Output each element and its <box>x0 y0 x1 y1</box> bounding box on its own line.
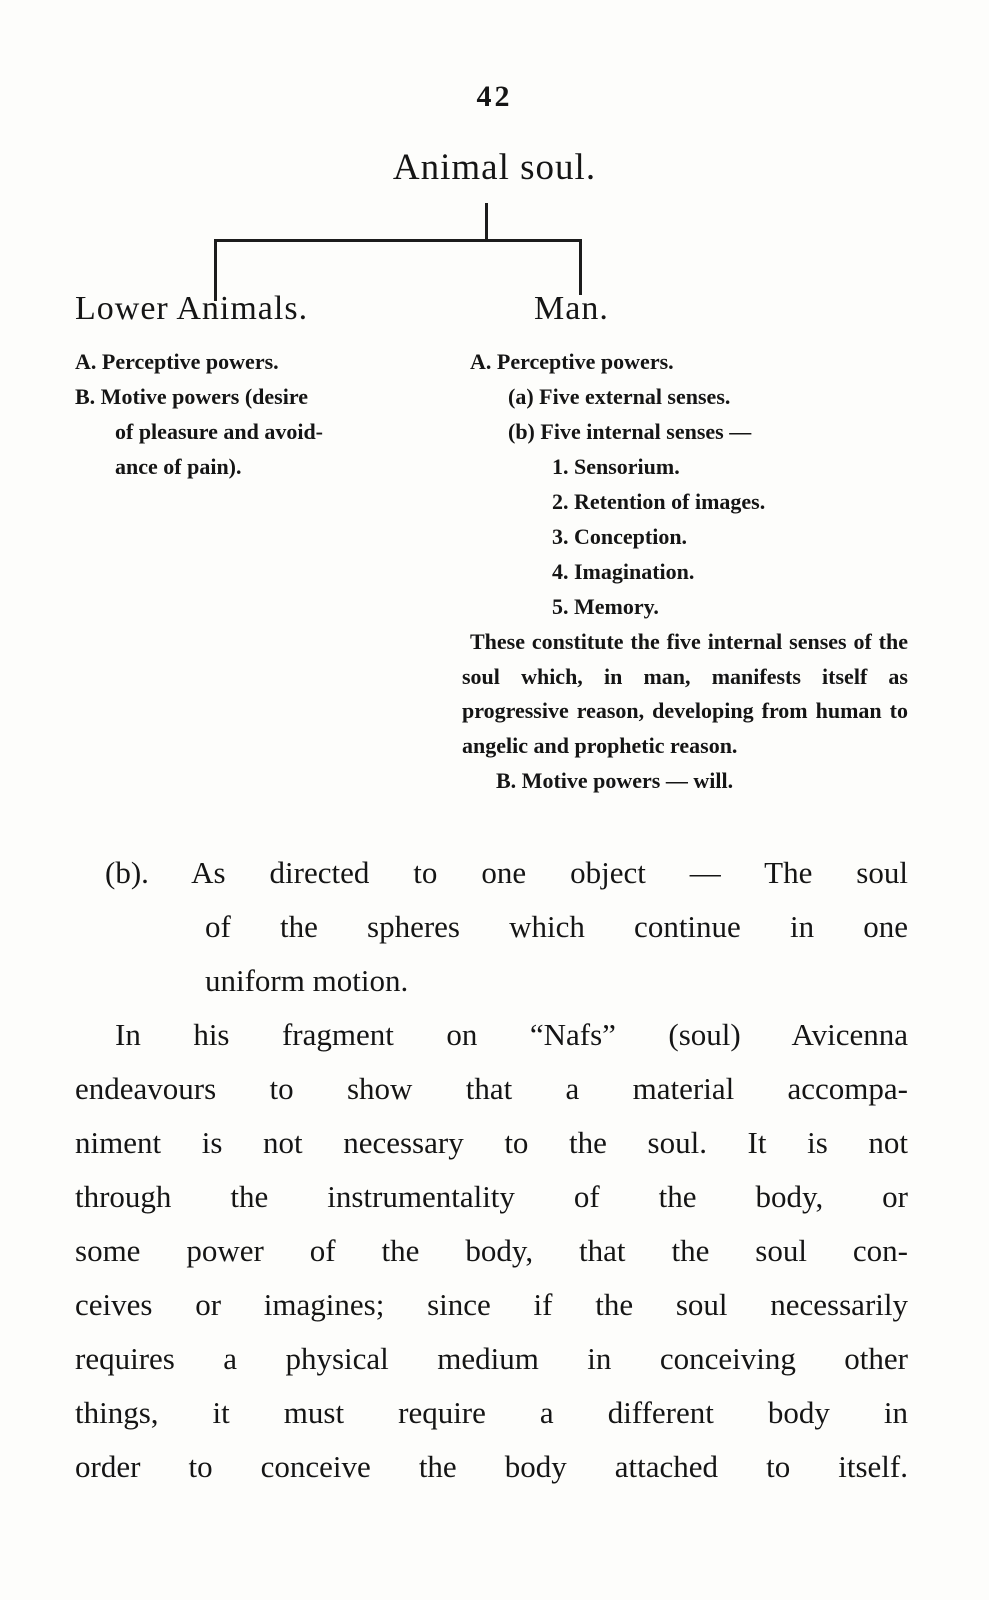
motive-powers-line: B. Motive powers — will. <box>496 768 734 793</box>
outline-item: A. Perceptive powers. <box>470 349 674 374</box>
body-line: uniform motion. <box>205 963 409 998</box>
body-line: endeavours to show that a material accompa- <box>75 1071 908 1106</box>
body-line: some power of the body, that the soul con- <box>75 1233 908 1268</box>
lower-animals-column <box>75 290 415 484</box>
body-line: requires a physical medium in conceiving other <box>75 1341 908 1376</box>
body-line: In his fragment on “Nafs” (soul) Avicenna <box>115 1017 908 1052</box>
body-line: niment is not necessary to the soul. It is not <box>75 1125 908 1160</box>
tree-right-branch-line <box>579 239 582 295</box>
man-outline <box>462 344 908 624</box>
outline-item: 4. Imagination. <box>552 559 695 584</box>
outline-item: (a) Five external senses. <box>508 384 731 409</box>
outline-item: ance of pain). <box>115 454 242 479</box>
lower-animals-heading: Lower Animals. <box>75 290 309 327</box>
outline-item: A. Perceptive powers. <box>75 349 279 374</box>
outline-item: of pleasure and avoid- <box>115 419 324 444</box>
body-line: order to conceive the body attached to itself. <box>75 1449 908 1484</box>
lower-animals-outline <box>75 344 415 484</box>
body-line: ceives or imagines; since if the soul necessarily <box>75 1287 908 1322</box>
body-line: things, it must require a different body in <box>75 1395 908 1430</box>
tree-stem-line <box>485 203 488 241</box>
tree-horizontal-line <box>214 239 582 242</box>
body-line: of the spheres which continue in one <box>205 909 908 944</box>
outline-item: 1. Sensorium. <box>552 454 680 479</box>
body-line: through the instrumentality of the body, or <box>75 1179 908 1214</box>
man-column <box>462 290 908 799</box>
page-number: 42 <box>476 80 513 113</box>
diagram-title: Animal soul. <box>392 147 597 188</box>
outline-item: 2. Retention of images. <box>552 489 766 514</box>
body-line: (b). As directed to one object — The soul <box>105 855 908 890</box>
outline-item: 3. Conception. <box>552 524 688 549</box>
outline-item: B. Motive powers (desire <box>75 384 308 409</box>
body-text <box>75 846 908 1494</box>
outline-item: (b) Five internal senses — <box>508 419 752 444</box>
outline-item: 5. Memory. <box>552 594 659 619</box>
man-heading: Man. <box>534 290 609 327</box>
internal-senses-note: These constitute the five internal senses of the soul which, in man, manifests itself as progressive reason, developing from human to angelic and prophetic reason. <box>462 629 908 758</box>
